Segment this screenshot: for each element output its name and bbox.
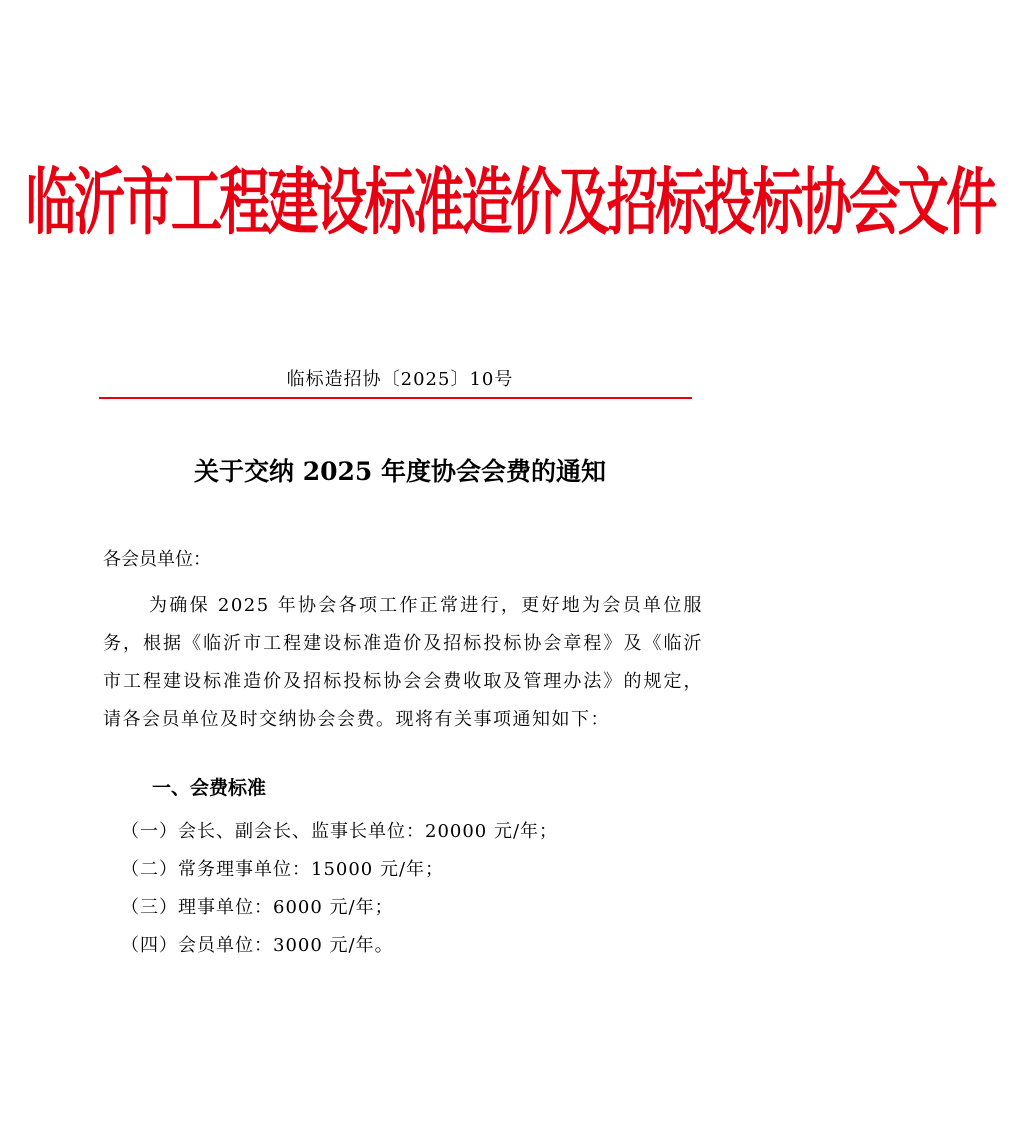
fee-item: （二）常务理事单位：15000 元/年； (121, 859, 445, 880)
masthead (0, 148, 995, 258)
fee-item: （四）会员单位：3000 元/年。 (121, 935, 394, 956)
masthead-title: 临沂市工程建设标准造价及招标投标协会文件 (25, 159, 995, 245)
body-paragraph: 为确保 2025 年协会各项工作正常进行，更好地为会员单位服务，根据《临沂市工程建设标准造价及招标投标协会章程》及《临沂市工程建设标准造价及招标投标协会会费收取及管理办法》的规定，请各会员单位及时交纳协会会费。现将有关事项通知如下： (103, 595, 703, 730)
salutation: 各会员单位： (103, 549, 211, 570)
section-heading: 一、会费标准 (152, 777, 267, 799)
red-divider-line (99, 397, 692, 399)
fee-item: （一）会长、副会长、监事长单位：20000 元/年； (121, 821, 559, 842)
document-title: 关于交纳 2025 年度协会会费的通知 (194, 457, 606, 486)
fee-list (121, 813, 558, 965)
document-number: 临标造招协〔2025〕10号 (286, 369, 514, 390)
fee-item: （三）理事单位：6000 元/年； (121, 897, 394, 918)
